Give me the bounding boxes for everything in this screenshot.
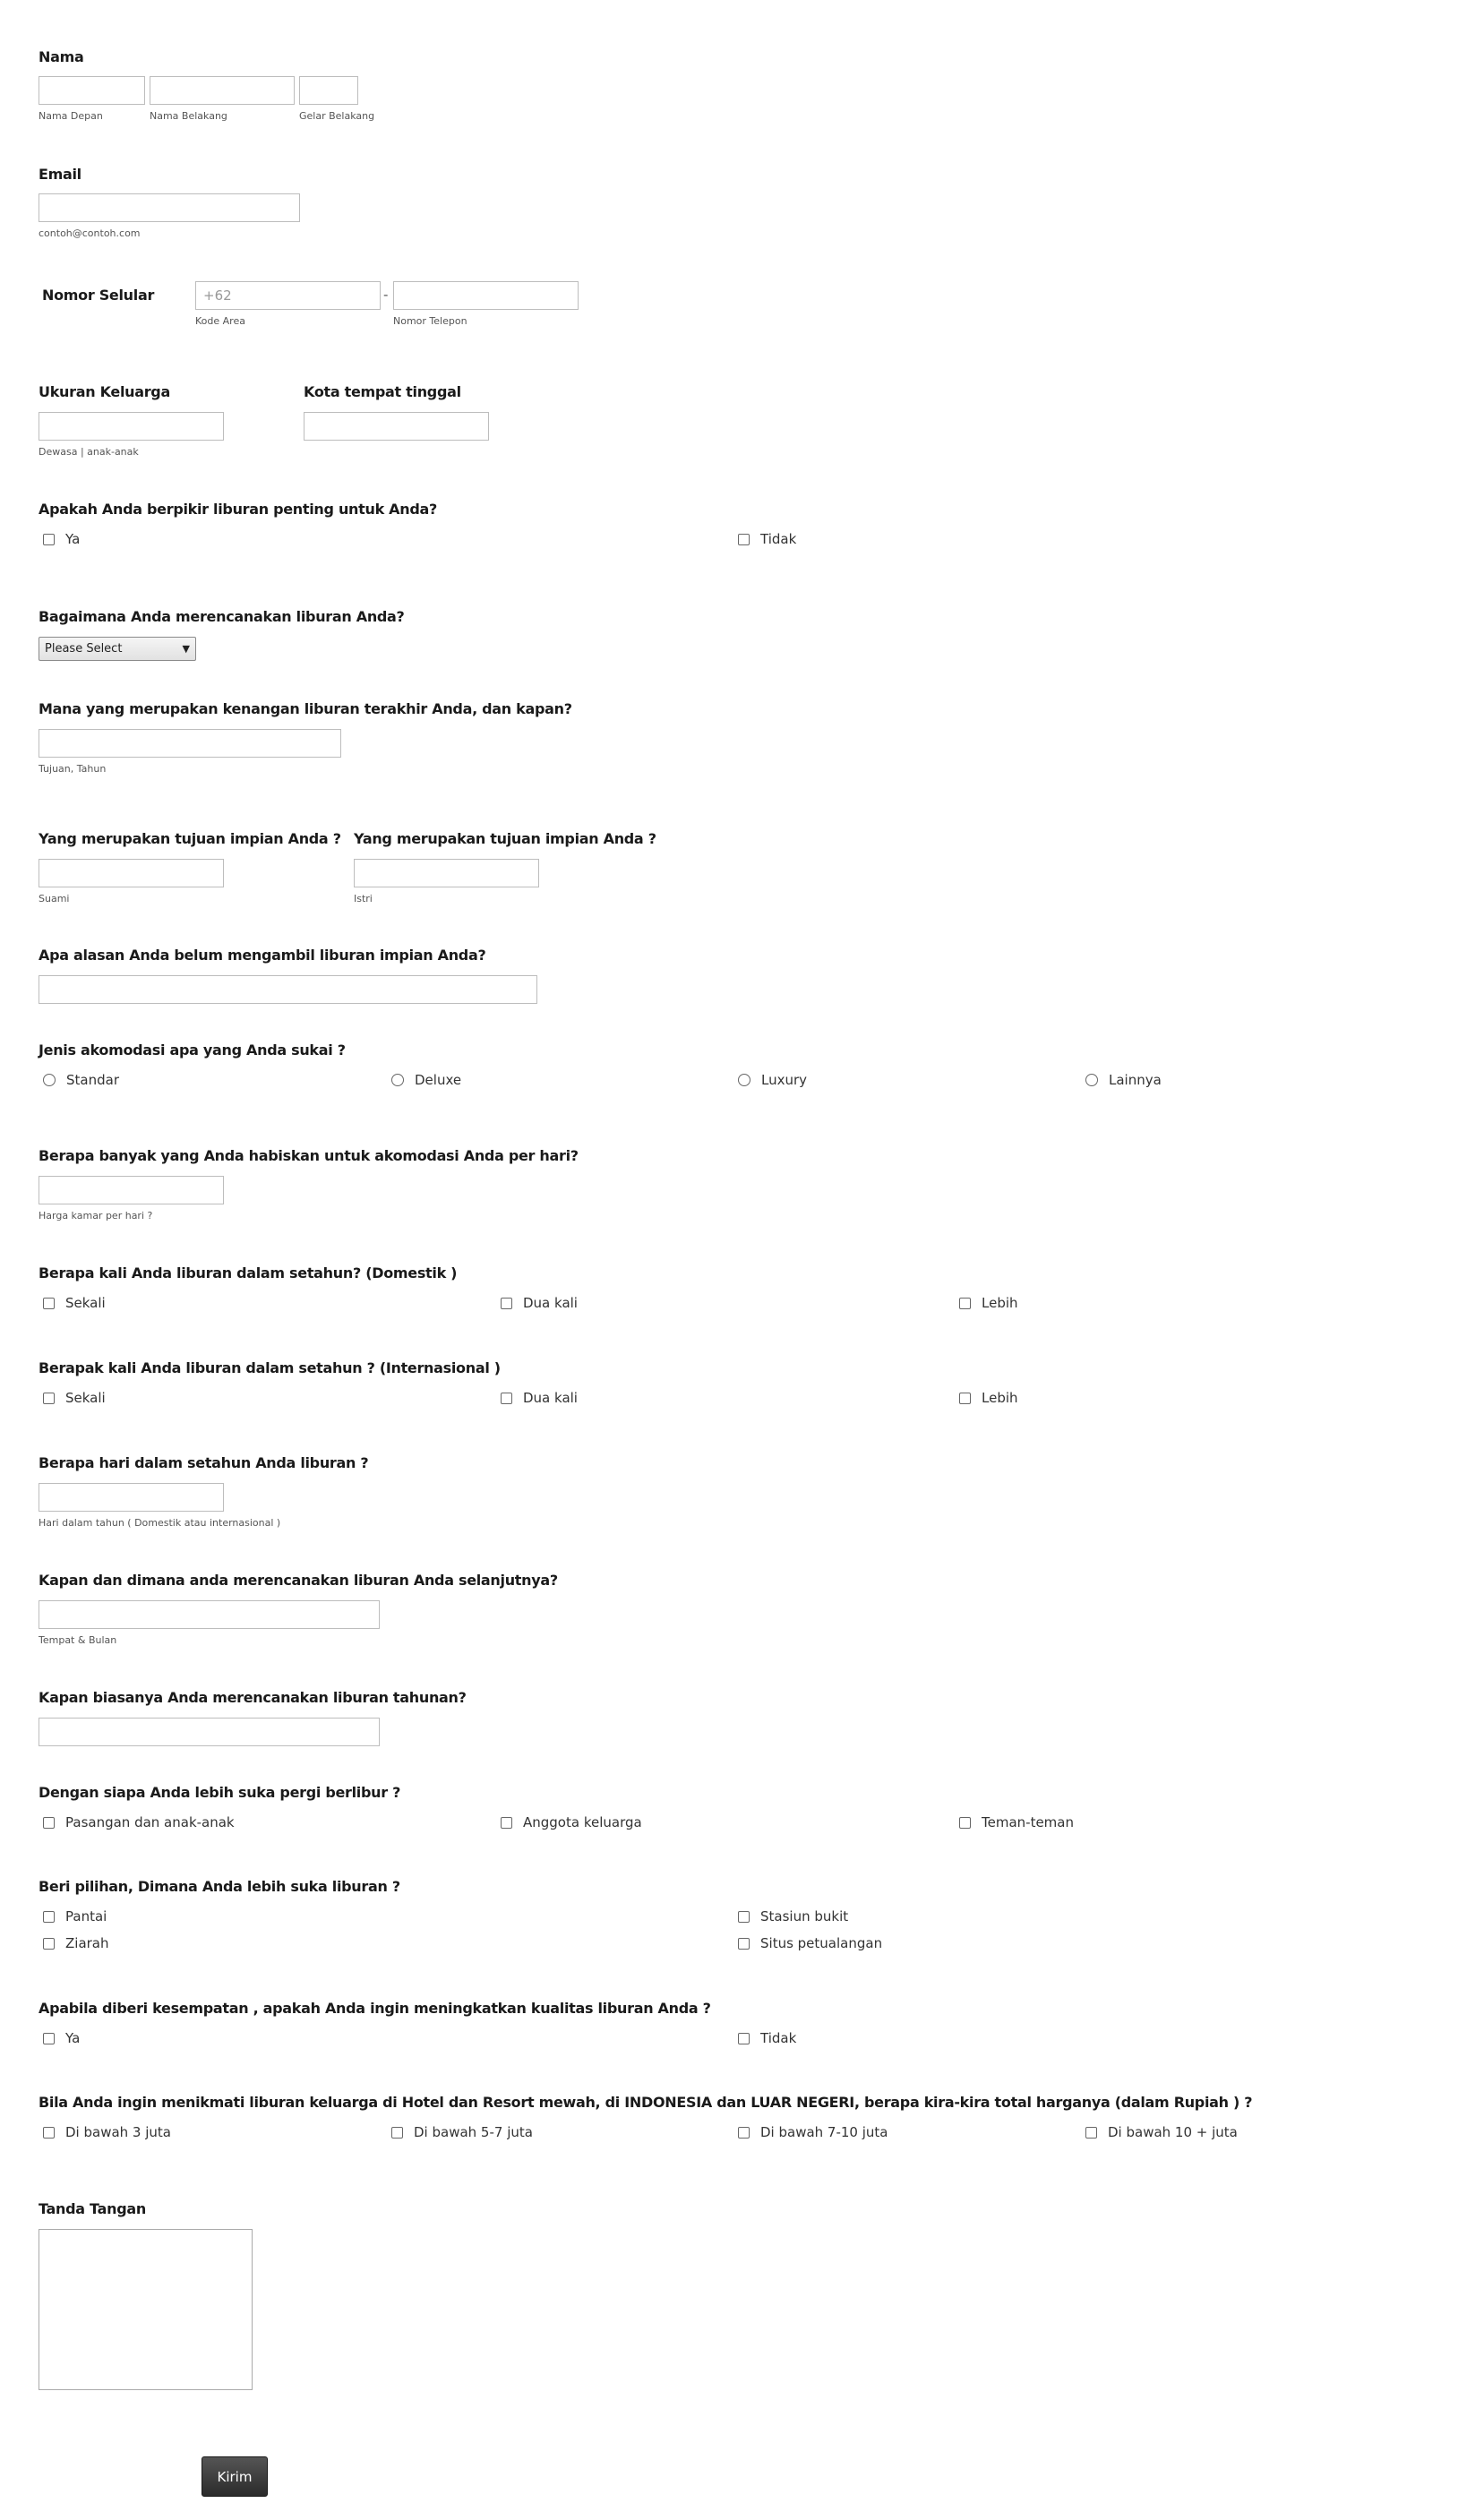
option-label: Ya xyxy=(65,531,81,547)
checkbox[interactable] xyxy=(391,2127,403,2139)
days-input[interactable] xyxy=(39,1483,224,1512)
checkbox[interactable] xyxy=(959,1298,971,1309)
checkbox[interactable] xyxy=(959,1817,971,1829)
radio[interactable] xyxy=(1085,1074,1098,1086)
q-spend-label: Berapa banyak yang Anda habiskan untuk akomodasi Anda per hari? xyxy=(39,1147,579,1164)
email-label: Email xyxy=(39,166,81,183)
first-name-input[interactable] xyxy=(39,76,145,105)
option-label: Di bawah 7-10 juta xyxy=(760,2124,888,2140)
checkbox[interactable] xyxy=(43,1298,55,1309)
q-memory-label: Mana yang merupakan kenangan liburan terakhir Anda, dan kapan? xyxy=(39,700,572,717)
q-domestic-label: Berapa kali Anda liburan dalam setahun? (Domestik ) xyxy=(39,1264,458,1281)
domestic-option-lebih[interactable] xyxy=(959,1295,1018,1311)
q-dream-wife-label: Yang merupakan tujuan impian Anda ? xyxy=(354,830,656,847)
option-label: Di bawah 5-7 juta xyxy=(414,2124,533,2140)
days-hint: Hari dalam tahun ( Domestik atau internasional ) xyxy=(39,1517,281,1529)
option-label: Stasiun bukit xyxy=(760,1908,849,1924)
spend-input[interactable] xyxy=(39,1176,224,1204)
checkbox[interactable] xyxy=(738,1911,750,1923)
q-next-label: Kapan dan dimana anda merencanakan liburan Anda selanjutnya? xyxy=(39,1572,558,1589)
option-label: Ziarah xyxy=(65,1935,109,1951)
intl-option-dua-kali[interactable] xyxy=(501,1390,578,1406)
checkbox[interactable] xyxy=(43,2127,55,2139)
checkbox[interactable] xyxy=(1085,2127,1097,2139)
option-label: Deluxe xyxy=(415,1072,462,1088)
checkbox[interactable] xyxy=(43,2033,55,2044)
option-label: Dua kali xyxy=(523,1295,578,1311)
option-label: Luxury xyxy=(761,1072,808,1088)
q-price-label: Bila Anda ingin menikmati liburan keluarga di Hotel dan Resort mewah, di INDONESIA dan LUAR NEGERI, berapa kira-kira total harganya (dalam Rupiah ) ? xyxy=(39,2094,1253,2111)
checkbox[interactable] xyxy=(738,2033,750,2044)
option-label: Situs petualangan xyxy=(760,1935,883,1951)
upgrade-option-ya[interactable] xyxy=(43,2030,80,2046)
checkbox[interactable] xyxy=(738,2127,750,2139)
checkbox[interactable] xyxy=(501,1298,512,1309)
checkbox[interactable] xyxy=(501,1817,512,1829)
domestic-option-dua-kali[interactable] xyxy=(501,1295,578,1311)
email-hint: contoh@contoh.com xyxy=(39,227,141,239)
price-option-7-10[interactable] xyxy=(738,2124,888,2140)
checkbox[interactable] xyxy=(959,1393,971,1404)
checkbox[interactable] xyxy=(738,534,750,545)
option-label: Ya xyxy=(65,2030,81,2046)
dream-husband-input[interactable] xyxy=(39,859,224,887)
accom-option-luxury[interactable] xyxy=(738,1072,807,1088)
checkbox[interactable] xyxy=(738,1938,750,1950)
q-important-label: Apakah Anda berpikir liburan penting untuk Anda? xyxy=(39,501,437,518)
option-label: Lebih xyxy=(982,1295,1018,1311)
annual-input[interactable] xyxy=(39,1718,380,1746)
dream-wife-hint: Istri xyxy=(354,893,373,904)
accom-option-standar[interactable] xyxy=(43,1072,119,1088)
accom-option-lainnya[interactable] xyxy=(1085,1072,1162,1088)
intl-option-sekali[interactable] xyxy=(43,1390,106,1406)
q-days-label: Berapa hari dalam setahun Anda liburan ? xyxy=(39,1454,369,1471)
price-option-10-plus[interactable] xyxy=(1085,2124,1238,2140)
with-option-teman[interactable] xyxy=(959,1814,1074,1830)
checkbox[interactable] xyxy=(501,1393,512,1404)
option-label: Tidak xyxy=(760,531,797,547)
option-label: Dua kali xyxy=(523,1390,578,1406)
suffix-hint: Gelar Belakang xyxy=(299,110,375,122)
q-intl-label: Berapak kali Anda liburan dalam setahun ? (Internasional ) xyxy=(39,1359,501,1376)
last-name-hint: Nama Belakang xyxy=(150,110,227,122)
checkbox[interactable] xyxy=(43,1911,55,1923)
checkbox[interactable] xyxy=(43,1393,55,1404)
city-input[interactable] xyxy=(304,412,489,441)
q-dream-husband-label: Yang merupakan tujuan impian Anda ? xyxy=(39,830,341,847)
option-label: Anggota keluarga xyxy=(523,1814,642,1830)
q-upgrade-label: Apabila diberi kesempatan , apakah Anda ingin meningkatkan kualitas liburan Anda ? xyxy=(39,2000,711,2017)
option-label: Di bawah 3 juta xyxy=(65,2124,171,2140)
area-code-input[interactable] xyxy=(195,281,381,310)
option-label: Di bawah 10 + juta xyxy=(1108,2124,1238,2140)
q-where-label: Beri pilihan, Dimana Anda lebih suka liburan ? xyxy=(39,1878,400,1895)
family-size-hint: Dewasa | anak-anak xyxy=(39,446,139,458)
area-code-hint: Kode Area xyxy=(195,315,245,327)
option-label: Tidak xyxy=(760,2030,797,2046)
last-name-input[interactable] xyxy=(150,76,295,105)
spend-hint: Harga kamar per hari ? xyxy=(39,1210,153,1221)
q-accom-label: Jenis akomodasi apa yang Anda sukai ? xyxy=(39,1041,346,1059)
upgrade-option-tidak[interactable] xyxy=(738,2030,796,2046)
suffix-input[interactable] xyxy=(299,76,358,105)
option-label: Teman-teman xyxy=(982,1814,1074,1830)
option-label: Pantai xyxy=(65,1908,107,1924)
memory-input[interactable] xyxy=(39,729,341,758)
radio[interactable] xyxy=(738,1074,750,1086)
first-name-hint: Nama Depan xyxy=(39,110,103,122)
dream-husband-hint: Suami xyxy=(39,893,70,904)
nama-label: Nama xyxy=(39,48,84,65)
next-input[interactable] xyxy=(39,1600,380,1629)
option-label: Lainnya xyxy=(1109,1072,1162,1088)
q-reason-label: Apa alasan Anda belum mengambil liburan impian Anda? xyxy=(39,947,486,964)
signature-label: Tanda Tangan xyxy=(39,2200,146,2217)
plan-select[interactable] xyxy=(39,637,196,661)
option-label: Sekali xyxy=(65,1390,106,1406)
phone-separator: - xyxy=(383,287,389,303)
checkbox[interactable] xyxy=(43,534,55,545)
q-annual-label: Kapan biasanya Anda merencanakan liburan tahunan? xyxy=(39,1689,467,1706)
q-with-label: Dengan siapa Anda lebih suka pergi berlibur ? xyxy=(39,1784,401,1801)
phone-number-input[interactable] xyxy=(393,281,579,310)
phone-label: Nomor Selular xyxy=(42,287,155,304)
dream-wife-input[interactable] xyxy=(354,859,539,887)
next-hint: Tempat & Bulan xyxy=(39,1634,117,1646)
intl-option-lebih[interactable] xyxy=(959,1390,1018,1406)
chevron-down-icon: ▼ xyxy=(182,643,190,655)
accom-option-deluxe[interactable] xyxy=(391,1072,461,1088)
where-option-ziarah[interactable] xyxy=(43,1935,109,1951)
phone-number-hint: Nomor Telepon xyxy=(393,315,467,327)
submit-button[interactable]: Kirim xyxy=(202,2456,268,2497)
city-label: Kota tempat tinggal xyxy=(304,383,461,400)
where-option-petualangan[interactable] xyxy=(738,1935,882,1951)
radio[interactable] xyxy=(391,1074,404,1086)
radio[interactable] xyxy=(43,1074,56,1086)
with-option-keluarga[interactable] xyxy=(501,1814,642,1830)
reason-input[interactable] xyxy=(39,975,537,1004)
with-option-pasangan[interactable] xyxy=(43,1814,235,1830)
option-label: Sekali xyxy=(65,1295,106,1311)
memory-hint: Tujuan, Tahun xyxy=(39,763,107,775)
q-important-option-tidak[interactable] xyxy=(738,531,796,547)
checkbox[interactable] xyxy=(43,1817,55,1829)
option-label: Lebih xyxy=(982,1390,1018,1406)
q-plan-label: Bagaimana Anda merencanakan liburan Anda? xyxy=(39,608,405,625)
plan-select-value: Please Select xyxy=(45,642,123,656)
email-input[interactable] xyxy=(39,193,300,222)
signature-pad[interactable] xyxy=(39,2229,253,2390)
option-label: Pasangan dan anak-anak xyxy=(65,1814,235,1830)
q-important-option-ya[interactable] xyxy=(43,531,80,547)
where-option-stasiun-bukit[interactable] xyxy=(738,1908,848,1924)
where-option-pantai[interactable] xyxy=(43,1908,107,1924)
family-size-label: Ukuran Keluarga xyxy=(39,383,170,400)
checkbox[interactable] xyxy=(43,1938,55,1950)
family-size-input[interactable] xyxy=(39,412,224,441)
option-label: Standar xyxy=(66,1072,119,1088)
domestic-option-sekali[interactable] xyxy=(43,1295,106,1311)
price-option-5-7[interactable] xyxy=(391,2124,533,2140)
price-option-3[interactable] xyxy=(43,2124,171,2140)
